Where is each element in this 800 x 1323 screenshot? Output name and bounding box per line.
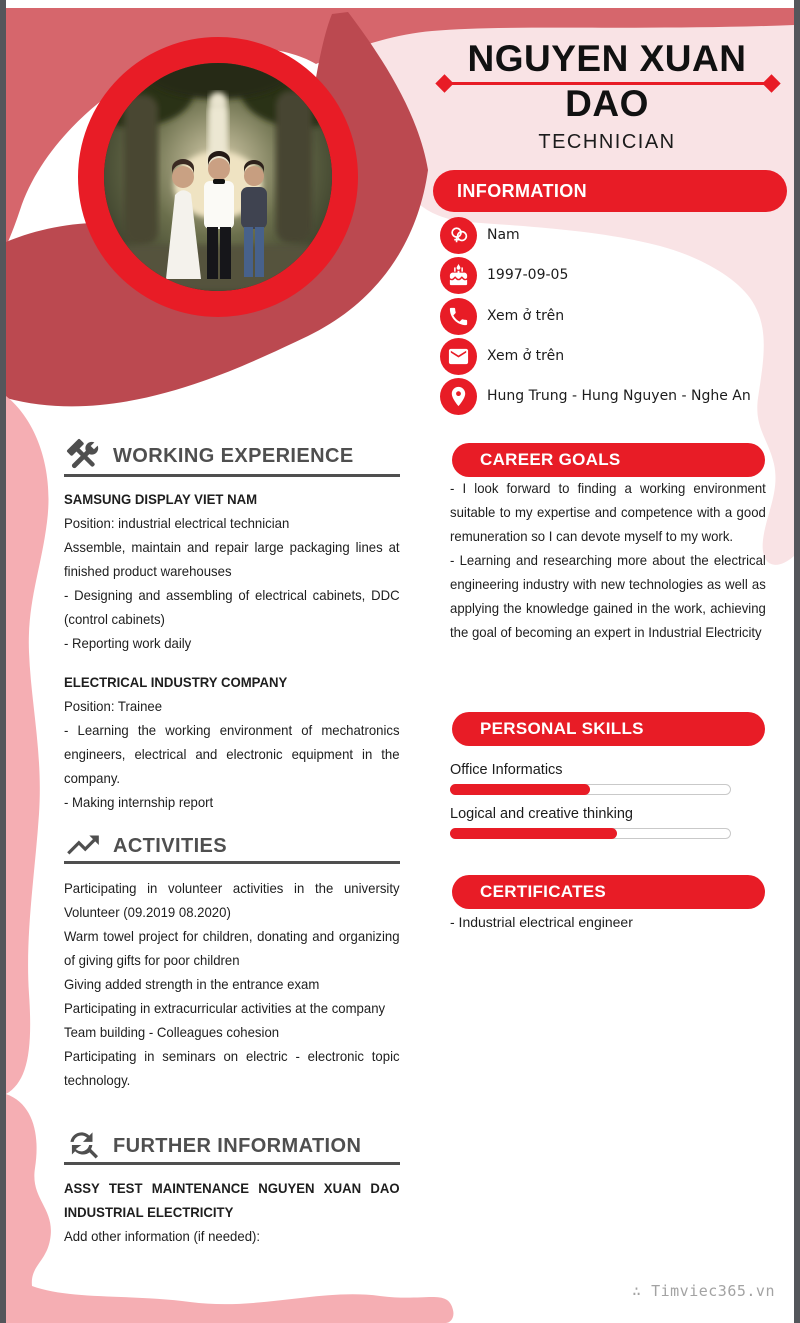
personal-skills-label: PERSONAL SKILLS bbox=[480, 719, 644, 738]
watermark: ∴ Timviec365.vn bbox=[632, 1282, 775, 1300]
tools-icon bbox=[64, 436, 104, 476]
activities-rule bbox=[64, 861, 400, 864]
phone-icon bbox=[440, 298, 477, 335]
career-goals-banner bbox=[452, 443, 765, 477]
section-working-experience bbox=[64, 438, 400, 474]
further-information-text bbox=[64, 1176, 400, 1248]
job-position: Position: industrial electrical technician bbox=[64, 515, 290, 531]
right-edge-bar bbox=[794, 0, 800, 1323]
activity-line: Participating in seminars on electric - electronic topic technology. bbox=[64, 1048, 400, 1088]
job-position: Position: Trainee bbox=[64, 698, 163, 714]
skill-name: Logical and creative thinking bbox=[450, 806, 633, 822]
activity-line: Participating in volunteer activities in the university Volunteer (09.2019 08.2020) bbox=[64, 880, 400, 920]
career-goals-text bbox=[450, 476, 766, 644]
working-experience-rule bbox=[64, 474, 400, 477]
job-company: ELECTRICAL INDUSTRY COMPANY bbox=[64, 674, 288, 690]
job-title: TECHNICIAN bbox=[538, 131, 676, 153]
skill-bar bbox=[450, 828, 731, 839]
further-info-heading: ASSY TEST MAINTENANCE NGUYEN XUAN DAO INDUSTRIAL ELECTRICITY bbox=[64, 1180, 400, 1220]
activity-line: Participating in extracurricular activities at the company bbox=[64, 1000, 386, 1016]
job-detail: - Making internship report bbox=[64, 794, 214, 810]
profile-photo bbox=[78, 37, 358, 317]
skill-bar bbox=[450, 784, 731, 795]
location-value: Hung Trung - Hung Nguyen - Nghe An bbox=[487, 388, 751, 404]
section-activities bbox=[64, 828, 400, 864]
job-detail: Assemble, maintain and repair large packaging lines at finished product warehouses bbox=[64, 539, 400, 579]
job-samsung bbox=[64, 487, 400, 655]
activity-line: Giving added strength in the entrance exam bbox=[64, 976, 320, 992]
job-company: SAMSUNG DISPLAY VIET NAM bbox=[64, 491, 258, 507]
gender-icon bbox=[440, 217, 477, 254]
activities-text bbox=[64, 876, 400, 1092]
personal-skills-banner bbox=[452, 712, 765, 746]
candidate-name: NGUYEN XUAN DAO bbox=[467, 38, 747, 124]
further-info-note: Add other information (if needed): bbox=[64, 1228, 261, 1244]
left-edge-bar bbox=[0, 0, 6, 1323]
skill-name: Office Informatics bbox=[450, 762, 563, 778]
birthday-value: 1997-09-05 bbox=[487, 267, 569, 283]
further-information-title: FURTHER INFORMATION bbox=[113, 1135, 362, 1157]
pink-ribbon-left bbox=[6, 396, 49, 1094]
phone-value: Xem ở trên bbox=[487, 308, 565, 324]
working-experience-title: WORKING EXPERIENCE bbox=[113, 445, 354, 467]
gender-value: Nam bbox=[487, 227, 520, 243]
birthday-icon bbox=[440, 257, 477, 294]
job-detail: - Designing and assembling of electrical cabinets, DDC (control cabinets) bbox=[64, 587, 400, 627]
section-further-information bbox=[64, 1128, 400, 1164]
career-goals-label: CAREER GOALS bbox=[480, 450, 621, 469]
certificates-label: CERTIFICATES bbox=[480, 882, 607, 901]
information-label: INFORMATION bbox=[457, 181, 588, 201]
certificates-banner bbox=[452, 875, 765, 909]
activity-line: Team building - Colleagues cohesion bbox=[64, 1024, 280, 1040]
skill-bar-fill bbox=[450, 828, 617, 839]
email-value: Xem ở trên bbox=[487, 348, 565, 364]
certificate-item: - Industrial electrical engineer bbox=[450, 914, 633, 930]
job-detail: - Learning the working environment of mechatronics engineers, electrical and electronic equipment in the company. bbox=[64, 722, 400, 786]
photo-scene bbox=[104, 63, 332, 291]
email-icon bbox=[440, 338, 477, 375]
activity-line: Warm towel project for children, donating and organizing of giving gifts for poor children bbox=[64, 928, 400, 968]
activities-title: ACTIVITIES bbox=[113, 835, 228, 857]
trending-up-icon bbox=[64, 826, 104, 866]
information-banner bbox=[433, 170, 787, 212]
job-electrical bbox=[64, 670, 400, 814]
location-icon bbox=[440, 378, 477, 415]
job-detail: - Reporting work daily bbox=[64, 635, 192, 651]
skill-bar-fill bbox=[450, 784, 590, 795]
find-replace-icon bbox=[64, 1126, 104, 1166]
further-information-rule bbox=[64, 1162, 400, 1165]
certificates-text bbox=[450, 910, 770, 934]
career-goal-paragraph: - I look forward to finding a working environment suitable to my expertise and competence with a good remuneration so I can devote myself to my work. bbox=[450, 480, 766, 544]
career-goal-paragraph: - Learning and researching more about the electrical engineering industry with new technologies as well as applying the knowledge gained in the work, achieving the goal of becoming an expert in Industrial Electricity bbox=[450, 552, 766, 640]
